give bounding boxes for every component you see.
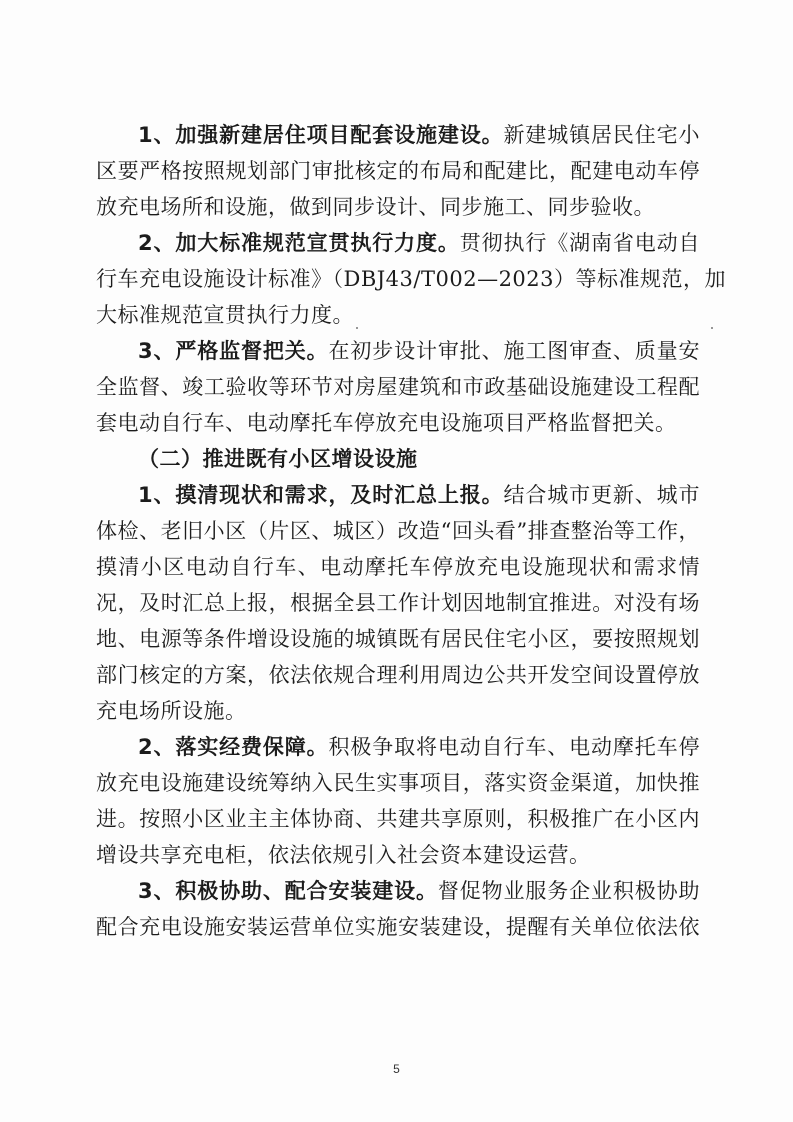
paragraph-line: 摸清小区电动自行车、电动摩托车停放充电设施现状和需求情 (96, 555, 700, 579)
paragraph-4 (96, 477, 700, 729)
paragraph-line: 部门核定的方案，依法依规合理利用周边公共开发空间设置停放 (96, 663, 700, 687)
paragraph-text: 贯彻执行《湖南省电动自 (459, 231, 700, 255)
paragraph-lead: 2、加大标准规范宣贯执行力度。 (138, 231, 460, 255)
paragraph-5 (96, 729, 700, 873)
paragraph-line (96, 117, 700, 153)
paragraph-line (96, 477, 700, 513)
paragraph-line: 进。按照小区业主主体协商、共建共享原则，积极推广在小区内 (96, 807, 700, 831)
paragraph-3 (96, 333, 700, 441)
paragraph-text: 积极争取将电动自行车、电动摩托车停 (328, 735, 700, 759)
paragraph-lead: 3、积极协助、配合安装建设。 (138, 879, 438, 903)
paragraph-line: 配合充电设施安装运营单位实施安装建设，提醒有关单位依法依 (96, 915, 700, 939)
paragraph-lead: 1、加强新建居住项目配套设施建设。 (138, 123, 504, 147)
section-heading (96, 441, 700, 477)
scan-speck (711, 327, 713, 329)
paragraph-line: 行车充电设施设计标准》（DBJ43/T002—2023）等标准规范，加 (96, 267, 727, 291)
document-body (96, 117, 727, 945)
paragraph-line (96, 333, 700, 369)
paragraph-line: 全监督、竣工验收等环节对房屋建筑和市政基础设施建设工程配 (96, 375, 700, 399)
paragraph-text: 新建城镇居民住宅小 (503, 123, 700, 147)
paragraph-lead: 1、摸清现状和需求，及时汇总上报。 (138, 483, 504, 507)
paragraph-1 (96, 117, 700, 225)
paragraph-lead: 3、严格监督把关。 (138, 339, 329, 363)
paragraph-line: 放充电设施建设统筹纳入民生实事项目，落实资金渠道，加快推 (96, 771, 700, 795)
paragraph-line: 体检、老旧小区（片区、城区）改造“回头看”排查整治等工作， (96, 519, 700, 543)
paragraph-text: 督促物业服务企业积极协助 (437, 879, 700, 903)
section-heading-text: （二）推进既有小区增设设施 (138, 447, 418, 471)
paragraph-line: 充电场所设施。 (96, 699, 247, 723)
paragraph-line: 地、电源等条件增设设施的城镇既有居民住宅小区，要按照规划 (96, 627, 700, 651)
paragraph-line (96, 729, 700, 765)
paragraph-line (96, 873, 700, 909)
paragraph-line (96, 225, 700, 261)
paragraph-line: 增设共享充电柜，依法依规引入社会资本建设运营。 (96, 843, 591, 867)
paragraph-line: 套电动自行车、电动摩托车停放充电设施项目严格监督把关。 (96, 411, 677, 435)
paragraph-line: 大标准规范宣贯执行力度。 (96, 303, 354, 327)
paragraph-line: 放充电场所和设施，做到同步设计、同步施工、同步验收。 (96, 195, 655, 219)
paragraph-line: 况，及时汇总上报，根据全县工作计划因地制宜推进。对没有场 (96, 591, 700, 615)
paragraph-2 (96, 225, 727, 333)
paragraph-line: 区要严格按照规划部门审批核定的布局和配建比，配建电动车停 (96, 159, 700, 183)
paragraph-text: 在初步设计审批、施工图审查、质量安 (328, 339, 700, 363)
page-number: 5 (393, 1062, 400, 1076)
paragraph-text: 结合城市更新、城市 (503, 483, 700, 507)
paragraph-6 (96, 873, 700, 945)
paragraph-lead: 2、落实经费保障。 (138, 735, 329, 759)
